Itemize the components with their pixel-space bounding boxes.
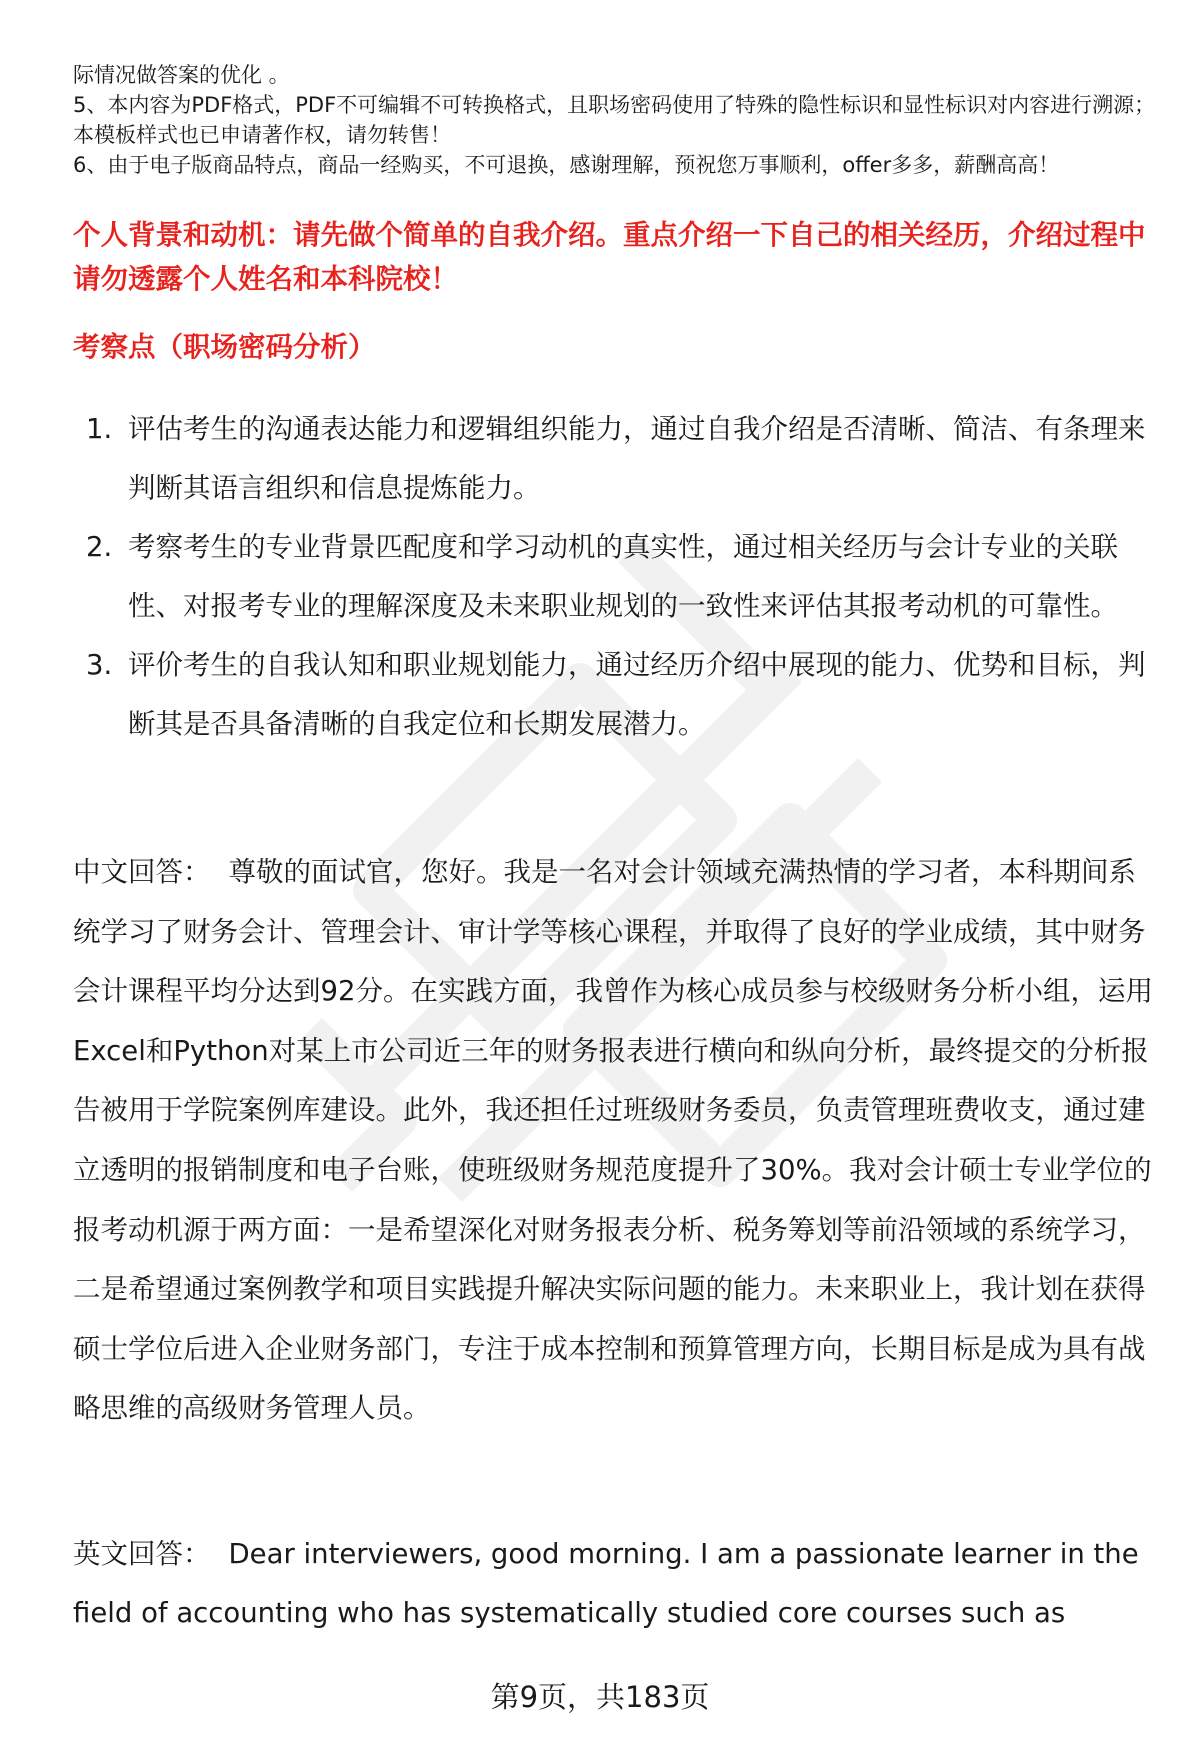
list-item-number: 1. [86, 413, 113, 445]
list-item [73, 518, 1163, 636]
assessment-points-list [73, 400, 1163, 754]
english-answer-label: 英文回答： [73, 1538, 211, 1570]
list-item-number: 2. [86, 531, 113, 563]
page-number: 第9页，共183页 [490, 1680, 710, 1714]
notice-line-2: 5、本内容为PDF格式，PDF不可编辑不可转换格式，且职场密码使用了特殊的隐性标识和显性标识对内容进行溯源；本模板样式也已申请著作权，请勿转售！ [73, 93, 1156, 147]
notice-line-3: 6、由于电子版商品特点，商品一经购买，不可退换，感谢理解，预祝您万事顺利，offer多多，薪酬高高！ [73, 153, 1060, 177]
list-item-text: 考察考生的专业背景匹配度和学习动机的真实性，通过相关经历与会计专业的关联性、对报考专业的理解深度及未来职业规划的一致性来评估其报考动机的可靠性。 [128, 531, 1118, 622]
chinese-answer-text: 尊敬的面试官，您好。我是一名对会计领域充满热情的学习者，本科期间系统学习了财务会计、管理会计、审计学等核心课程，并取得了良好的学业成绩，其中财务会计课程平均分达到92分。在实践方面，我曾作为核心成员参与校级财务分析小组，运用Excel和Python对某上市公司近三年的财务报表进行横向和纵向分析，最终提交的分析报告被用于学院案例库建设。此外，我还担任过班级财务委员，负责管理班费收支，通过建立透明的报销制度和电子台账，使班级财务规范度提升了30%。我对会计硕士专业学位的报考动机源于两方面：一是希望深化对财务报表分析、税务筹划等前沿领域的系统学习，二是希望通过案例教学和项目实践提升解决实际问题的能力。未来职业上，我计划在获得硕士学位后进入企业财务部门，专注于成本控制和预算管理方向，长期目标是成为具有战略思维的高级财务管理人员。 [73, 856, 1153, 1425]
assessment-title: 考察点（职场密码分析） [73, 331, 376, 363]
list-item-number: 3. [86, 649, 113, 681]
chinese-answer [73, 843, 1163, 1439]
list-item-text: 评估考生的沟通表达能力和逻辑组织能力，通过自我介绍是否清晰、简洁、有条理来判断其语言组织和信息提炼能力。 [128, 413, 1146, 504]
list-item [73, 636, 1163, 754]
english-answer-text: Dear interviewers, good morning. I am a passionate learner in the field of accounting who has systematically studied core courses such as [73, 1538, 1139, 1629]
english-answer [73, 1525, 1163, 1643]
notice-line-1: 际情况做答案的优化 。 [73, 63, 290, 87]
list-item-text: 评价考生的自我认知和职业规划能力，通过经历介绍中展现的能力、优势和目标，判断其是否具备清晰的自我定位和长期发展潜力。 [128, 649, 1146, 740]
notice-block [73, 60, 1163, 180]
chinese-answer-label: 中文回答： [73, 856, 211, 888]
list-item [73, 400, 1163, 518]
question-title: 个人背景和动机：请先做个简单的自我介绍。重点介绍一下自己的相关经历，介绍过程中请勿透露个人姓名和本科院校！ [73, 219, 1146, 295]
